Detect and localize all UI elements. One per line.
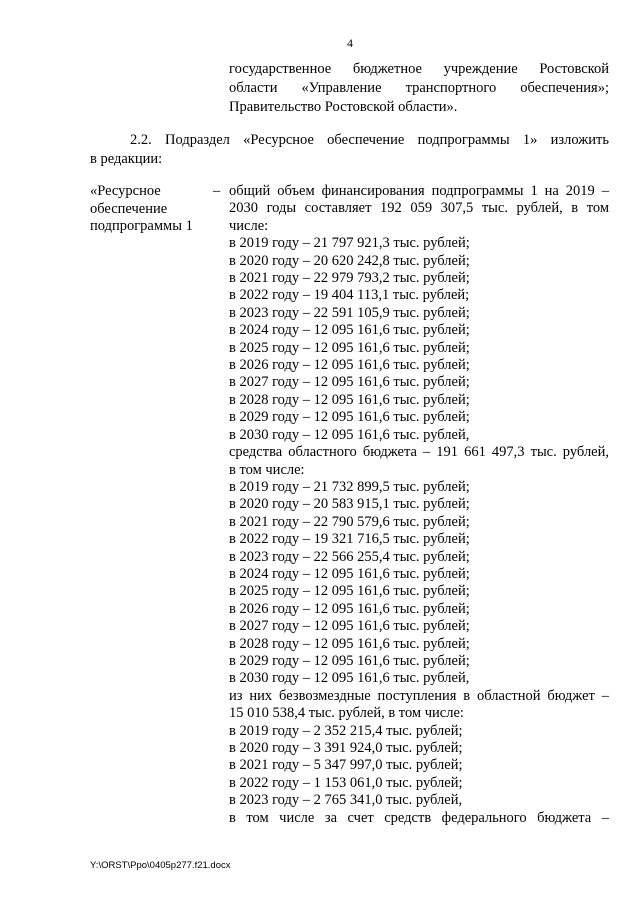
financing-intro-line-3: числе: — [229, 217, 269, 234]
executors-line-1: государственное бюджетное учреждение Ростовской — [229, 61, 609, 77]
total-year-line: в 2025 году – 12 095 161,6 тыс. рублей; — [229, 339, 470, 356]
financing-intro-line-2: 2030 годы составляет 192 059 307,5 тыс. рублей, в том — [229, 200, 609, 217]
resource-label — [90, 183, 210, 236]
regional-year-line: в 2025 году – 12 095 161,6 тыс. рублей; — [229, 583, 470, 600]
section-line-1: 2.2. Подраздел «Ресурсное обеспечение подпрограммы 1» изложить — [130, 132, 609, 148]
resource-label-line-2: обеспечение — [90, 200, 168, 217]
grants-year-line: в 2020 году – 3 391 924,0 тыс. рублей; — [229, 740, 463, 756]
regional-year-line: в 2027 году – 12 095 161,6 тыс. рублей; — [229, 618, 470, 635]
resource-label-line-3: подпрограммы 1 — [90, 218, 193, 234]
label-dash: – — [213, 183, 221, 199]
section-2-2-paragraph — [90, 131, 609, 169]
federal-budget-line: в том числе за счет средств федерального бюджета – — [229, 809, 609, 826]
executors-line-3: Правительство Ростовской области». — [229, 99, 458, 115]
resource-label-line-1: «Ресурсное — [90, 183, 161, 199]
grants-year-line: в 2019 году – 2 352 215,4 тыс. рублей; — [229, 722, 463, 739]
executors-block — [229, 60, 609, 117]
financing-intro-line-1: общий объем финансирования подпрограммы 1 на 2019 – — [229, 183, 609, 199]
page-number: 4 — [347, 36, 353, 50]
executors-line-2: области «Управление транспортного обеспечения»; — [229, 80, 609, 96]
financing-text — [229, 183, 609, 827]
regional-year-line: в 2019 году – 21 732 899,5 тыс. рублей; — [229, 478, 470, 495]
file-path-footer: Y:\ORST\Ppo\0405p277.f21.docx — [90, 860, 231, 871]
total-year-line: в 2029 году – 12 095 161,6 тыс. рублей; — [229, 409, 470, 426]
regional-budget-line-1: средства областного бюджета – 191 661 497,3 тыс. рублей, — [229, 444, 609, 461]
regional-year-line: в 2029 году – 12 095 161,6 тыс. рублей; — [229, 652, 470, 669]
grants-line-1: из них безвозмездные поступления в областной бюджет – — [229, 687, 609, 704]
total-year-line: в 2019 году – 21 797 921,3 тыс. рублей; — [229, 235, 470, 252]
regional-year-line: в 2021 году – 22 790 579,6 тыс. рублей; — [229, 513, 470, 530]
regional-budget-line-2: в том числе: — [229, 461, 305, 478]
regional-year-line: в 2023 году – 22 566 255,4 тыс. рублей; — [229, 548, 470, 565]
section-line-2: в редакции: — [90, 151, 163, 167]
total-year-line: в 2030 году – 12 095 161,6 тыс. рублей, — [229, 426, 470, 443]
regional-year-line: в 2020 году – 20 583 915,1 тыс. рублей; — [229, 496, 470, 513]
regional-year-line: в 2030 году – 12 095 161,6 тыс. рублей, — [229, 670, 470, 687]
regional-year-line: в 2028 году – 12 095 161,6 тыс. рублей; — [229, 635, 470, 652]
regional-year-line: в 2022 году – 19 321 716,5 тыс. рублей; — [229, 531, 470, 548]
grants-year-line: в 2021 году – 5 347 997,0 тыс. рублей; — [229, 757, 463, 774]
grants-year-line: в 2023 году – 2 765 341,0 тыс. рублей, — [229, 792, 463, 809]
total-year-line: в 2023 году – 22 591 105,9 тыс. рублей; — [229, 304, 470, 321]
regional-year-line: в 2026 году – 12 095 161,6 тыс. рублей; — [229, 600, 470, 617]
grants-line-2: 15 010 538,4 тыс. рублей, в том числе: — [229, 705, 464, 722]
regional-year-line: в 2024 году – 12 095 161,6 тыс. рублей; — [229, 565, 470, 582]
total-year-line: в 2027 году – 12 095 161,6 тыс. рублей; — [229, 374, 470, 391]
total-year-line: в 2024 году – 12 095 161,6 тыс. рублей; — [229, 322, 470, 339]
total-year-line: в 2026 году – 12 095 161,6 тыс. рублей; — [229, 357, 470, 374]
total-year-line: в 2021 году – 22 979 793,2 тыс. рублей; — [229, 270, 470, 287]
grants-year-line: в 2022 году – 1 153 061,0 тыс. рублей; — [229, 774, 463, 791]
total-year-line: в 2028 году – 12 095 161,6 тыс. рублей; — [229, 391, 470, 408]
total-year-line: в 2022 году – 19 404 113,1 тыс. рублей; — [229, 287, 470, 304]
total-year-line: в 2020 году – 20 620 242,8 тыс. рублей; — [229, 252, 470, 269]
